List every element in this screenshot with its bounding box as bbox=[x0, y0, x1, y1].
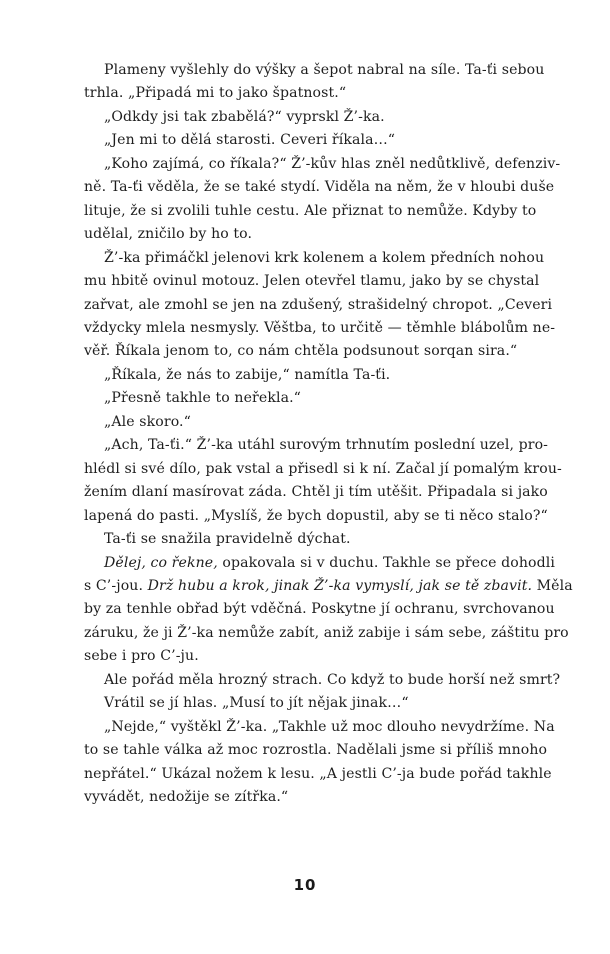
text-line: Ta-ťi se snažila pravidelně dýchat. bbox=[104, 531, 351, 548]
text-line: Plameny vyšlehly do výšky a šepot nabral na síle. Ta-ťi sebou bbox=[104, 62, 545, 78]
paragraph-5 bbox=[84, 247, 556, 364]
text-line: sebe i pro C’-ju. bbox=[84, 648, 199, 665]
text-line: „Říkala, že nás to zabije,“ namítla Ta-ťi. bbox=[104, 366, 391, 383]
text-run: Měla bbox=[532, 577, 573, 594]
paragraph-12 bbox=[84, 669, 561, 692]
paragraph-3 bbox=[84, 129, 532, 152]
text-line: lapená do pasti. „Myslíš, že bych dopustil, aby se ti něco stalo?“ bbox=[84, 507, 548, 524]
paragraph-10 bbox=[84, 528, 532, 551]
text-line: to se tahle válka až moc rozrostla. Nadělali jsme si příliš mnoho bbox=[84, 742, 548, 759]
text-run: opakovala si v duchu. Takhle se přece dohodli bbox=[217, 554, 555, 571]
paragraph-4 bbox=[84, 153, 561, 247]
text-line: udělal, zničilo by ho to. bbox=[84, 226, 253, 243]
text-line: trhla. „Připadá mi to jako špatnost.“ bbox=[84, 85, 347, 102]
paragraph-1 bbox=[84, 59, 545, 106]
text-line: žením dlaní masírovat záda. Chtěl ji tím utěšit. Připadala si jako bbox=[84, 484, 548, 501]
text-line: vždycky mlela nesmysly. Věštba, to určitě — těmhle blábolům ne- bbox=[84, 319, 556, 336]
text-line: „Odkdy jsi tak zbabělá?“ vyprskl Ž’-ka. bbox=[104, 108, 385, 125]
text-line bbox=[84, 552, 555, 575]
paragraph-13 bbox=[84, 692, 532, 715]
text-line: „Přesně takhle to neřekla.“ bbox=[104, 390, 301, 407]
paragraph-14 bbox=[84, 716, 555, 810]
text-line: Vrátil se jí hlas. „Musí to jít nějak jinak…“ bbox=[104, 695, 409, 712]
paragraph-7 bbox=[84, 387, 532, 410]
text-line: Ž’-ka přimáčkl jelenovi krk kolenem a kolem předních nohou bbox=[104, 249, 545, 266]
italic-text: Drž hubu a krok, jinak Ž’-ka vymyslí, jak se tě zbavit. bbox=[147, 577, 533, 594]
text-line: „Ale skoro.“ bbox=[104, 413, 191, 430]
text-line: Ale pořád měla hrozný strach. Co když to bude horší než smrt? bbox=[104, 671, 561, 688]
text-line: ně. Ta-ťi věděla, že se také stydí. Viděla na něm, že v hloubi duše bbox=[84, 179, 555, 196]
text-line: mu hbitě ovinul motouz. Jelen otevřel tlamu, jako by se chystal bbox=[84, 273, 540, 290]
text-line: „Nejde,“ vyštěkl Ž’-ka. „Takhle už moc dlouho nevydržíme. Na bbox=[104, 718, 555, 735]
paragraph-8 bbox=[84, 411, 532, 434]
text-line: „Ach, Ta-ťi.“ Ž’-ka utáhl surovým trhnutím poslední uzel, pro- bbox=[104, 437, 549, 454]
text-line: záruku, že ji Ž’-ka nemůže zabít, aniž zabije i sám sebe, záštitu pro bbox=[84, 624, 569, 641]
text-line: věř. Říkala jenom to, co nám chtěla podsunout sorqan sira.“ bbox=[84, 343, 518, 360]
text-line: zařvat, ale zmohl se jen na zdušený, strašidelný chropot. „Ceveri bbox=[84, 296, 553, 313]
text-run: s C’-jou. bbox=[84, 577, 148, 594]
text-line: „Koho zajímá, co říkala?“ Ž’-kův hlas zněl nedůtklivě, defenziv- bbox=[104, 155, 561, 172]
text-line: hlédl si své dílo, pak vstal a přisedl si k ní. Začal jí pomalým krou- bbox=[84, 460, 562, 477]
text-line: by za tenhle obřad být vděčná. Poskytne jí ochranu, svrchovanou bbox=[84, 601, 555, 618]
page-body bbox=[84, 59, 573, 810]
italic-text: Dělej, co řekne, bbox=[104, 554, 218, 571]
paragraph-6 bbox=[84, 364, 532, 387]
paragraph-11 bbox=[84, 552, 573, 669]
text-line bbox=[84, 575, 573, 598]
text-line: lituje, že si zvolili tuhle cestu. Ale přiznat to nemůže. Kdyby to bbox=[84, 202, 537, 219]
paragraph-2 bbox=[84, 106, 532, 129]
page-number: 10 bbox=[293, 876, 317, 894]
text-line: „Jen mi to dělá starosti. Ceveri říkala…“ bbox=[104, 132, 396, 149]
text-line: vyvádět, nedožije se zítřka.“ bbox=[84, 789, 289, 806]
paragraph-9 bbox=[84, 434, 562, 528]
text-line: nepřátel.“ Ukázal nožem k lesu. „A jestli C’-ja bude pořád takhle bbox=[84, 765, 552, 782]
